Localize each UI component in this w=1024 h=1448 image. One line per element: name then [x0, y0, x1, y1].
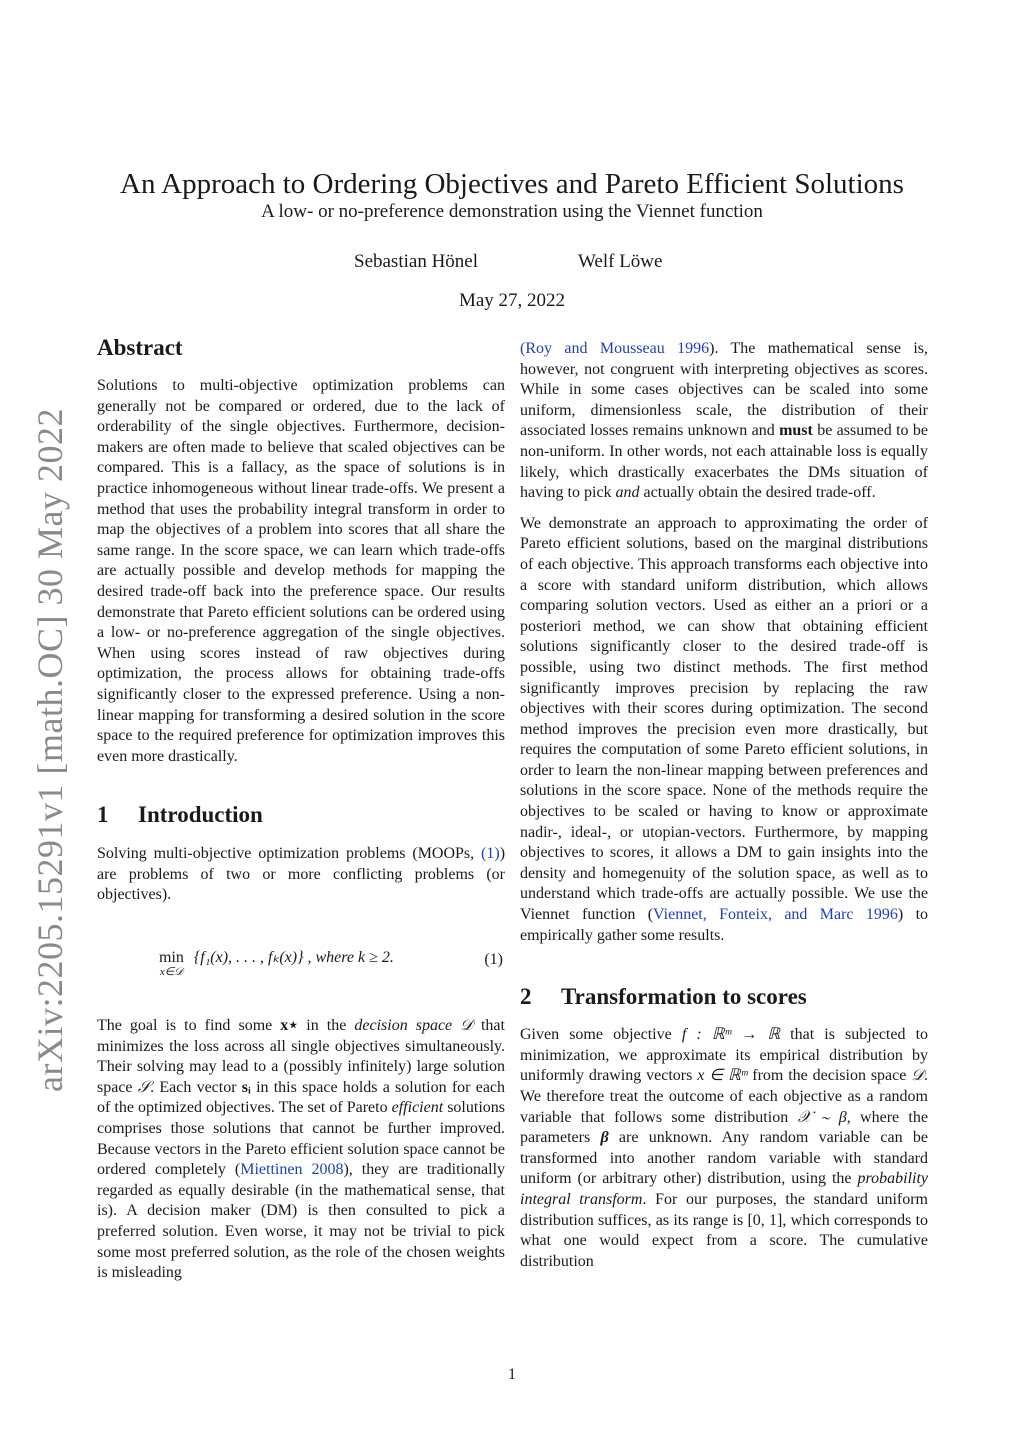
right-column: [520, 339, 928, 1272]
author-name: Sebastian Hönel: [354, 251, 479, 272]
section-title: Transformation to scores: [561, 984, 807, 1010]
intro-paragraph-2: The goal is to find some x⋆ in the decision space 𝒟 that minimizes the loss across all single objectives simultaneously. Their solving may lead to a (possibly infinitely) large solution space 𝒮. Each vector sᵢ in this space holds a solution for each of the optimized objectives. The set of Pareto efficient solutions comprises those solutions that cannot be further improved. Because vectors in the Pareto efficient solution space cannot be ordered completely (Miettinen 2008), they are traditionally regarded as equally desirable (in the mathematical sense, that is). A decision maker (DM) is then consulted to pick a preferred solution. Even worse, it may not be trivial to pick some most preferred solution, as the role of the chosen weights is misleading: [97, 1017, 506, 1282]
min-operator: min x∈𝒟: [159, 949, 184, 979]
intro-paragraph-1: Solving multi-objective optimization problems (MOOPs, (1)) are problems of two or more conflicting problems (or objectives).: [97, 845, 506, 904]
equation-ref-link[interactable]: (1): [481, 845, 500, 863]
abstract-text: Solutions to multi-objective optimization problems can generally not be compared or ordered, due to the lack of orderability of the single objectives. Furthermore, decision-makers are often made to believe that scaled objectives can be compared. This is a fallacy, as the space of solutions is in practice inhomogeneous without linear trade-offs. We present a method that uses the probability integral transform in order to map the objectives of a problem into scores that all share the same range. In the score space, we can learn which trade-offs are actually possible and develop methods for mapping the desired trade-off back into the preference space. Our results demonstrate that Pareto efficient solutions can be ordered using a low- or no-preference aggregation of the single objectives. When using scores instead of raw objectives during optimization, the process allows for obtaining trade-offs significantly closer to the expressed preference. Using a non-linear mapping for transforming a desired solution in the score space to the required preference for optimization improves this even more drastically.: [97, 377, 505, 765]
arxiv-id[interactable]: arXiv:2205.15291v1 [math.OC] 30 May 2022: [30, 408, 70, 1092]
paper-subtitle: A low- or no-preference demonstration using the Viennet function: [261, 201, 763, 222]
left-column: [97, 334, 505, 1284]
equation-expression: {f₁(x), . . . , fₖ(x)} , where k ≥ 2.: [193, 949, 394, 967]
equation-number: (1): [484, 951, 503, 969]
section-number: 2: [520, 984, 532, 1010]
citation-link[interactable]: Roy and Mousseau 1996: [525, 340, 710, 357]
citation-link[interactable]: Viennet, Fonteix, and Marc 1996: [653, 906, 898, 924]
transformation-paragraph: Given some objective f : ℝᵐ → ℝ that is subjected to minimization, we approximate its empirical distribution by uniformly drawing vectors x ∈ ℝᵐ from the decision space 𝒟. We therefore treat the outcome of each objective as a random variable that follows some distribution 𝒳 ∼ β, where the parameters β are unknown. Any random variable can be transformed into another random variable with standard uniform (or arbitrary other) distribution, using the probability integral transform. For our purposes, the standard uniform distribution suffices, as its range is [0, 1], which corresponds to what one would expect from a score. The cumulative distribution: [520, 1026, 929, 1270]
section-number: 1: [97, 802, 109, 828]
equation-body: [159, 950, 394, 978]
paper-title: An Approach to Ordering Objectives and Pareto Efficient Solutions: [120, 168, 904, 200]
arxiv-watermark: [20, 408, 80, 1092]
right-paragraph-1: (Roy and Mousseau 1996). The mathematical sense is, however, not congruent with interpreting objectives as scores. While in some cases objectives can be scaled into some uniform, dimensionless scale, the distribution of their associated losses remains unknown and must be assumed to be non-uniform. In other words, not each attainable loss is equally likely, which drastically exacerbates the DMs situation of having to pick and actually obtain the desired trade-off.: [520, 340, 929, 502]
abstract-heading: Abstract: [97, 335, 183, 360]
paper-date: May 27, 2022: [458, 290, 566, 311]
section-heading-transformation: [520, 983, 928, 1011]
section-title: Introduction: [138, 802, 263, 828]
right-paragraph-2: We demonstrate an approach to approximating the order of Pareto efficient solutions, based on the marginal distributions of each objective. This approach transforms each objective into a score with standard uniform distribution, which allows comparing solution vectors. Used as either an a priori or a posteriori method, we can show that obtaining efficient solutions significantly closer to the desired trade-off is possible, using two distinct methods. The first method significantly improves precision by replacing the raw objectives with their scores during optimization. The second method improves the precision even more drastically, but requires the computation of some Pareto efficient solutions, in order to learn the non-linear mapping between preferences and solutions in the score space. None of the methods require the objectives to be scaled or having to know or approximate nadir-, ideal-, or utopian-vectors. Furthermore, by mapping objectives to scores, it allows a DM to gain insights into the density and homegenuity of the solution space, as well as to understand which trade-offs are actually possible. We use the Viennet function (Viennet, Fonteix, and Marc 1996) to empirically gather some results.: [520, 514, 929, 944]
page-number: 1: [508, 1366, 516, 1383]
section-heading-introduction: [97, 801, 505, 829]
citation-link[interactable]: Miettinen 2008: [240, 1161, 344, 1179]
author-name: Welf Löwe: [578, 251, 663, 272]
equation-1: [97, 906, 505, 1016]
